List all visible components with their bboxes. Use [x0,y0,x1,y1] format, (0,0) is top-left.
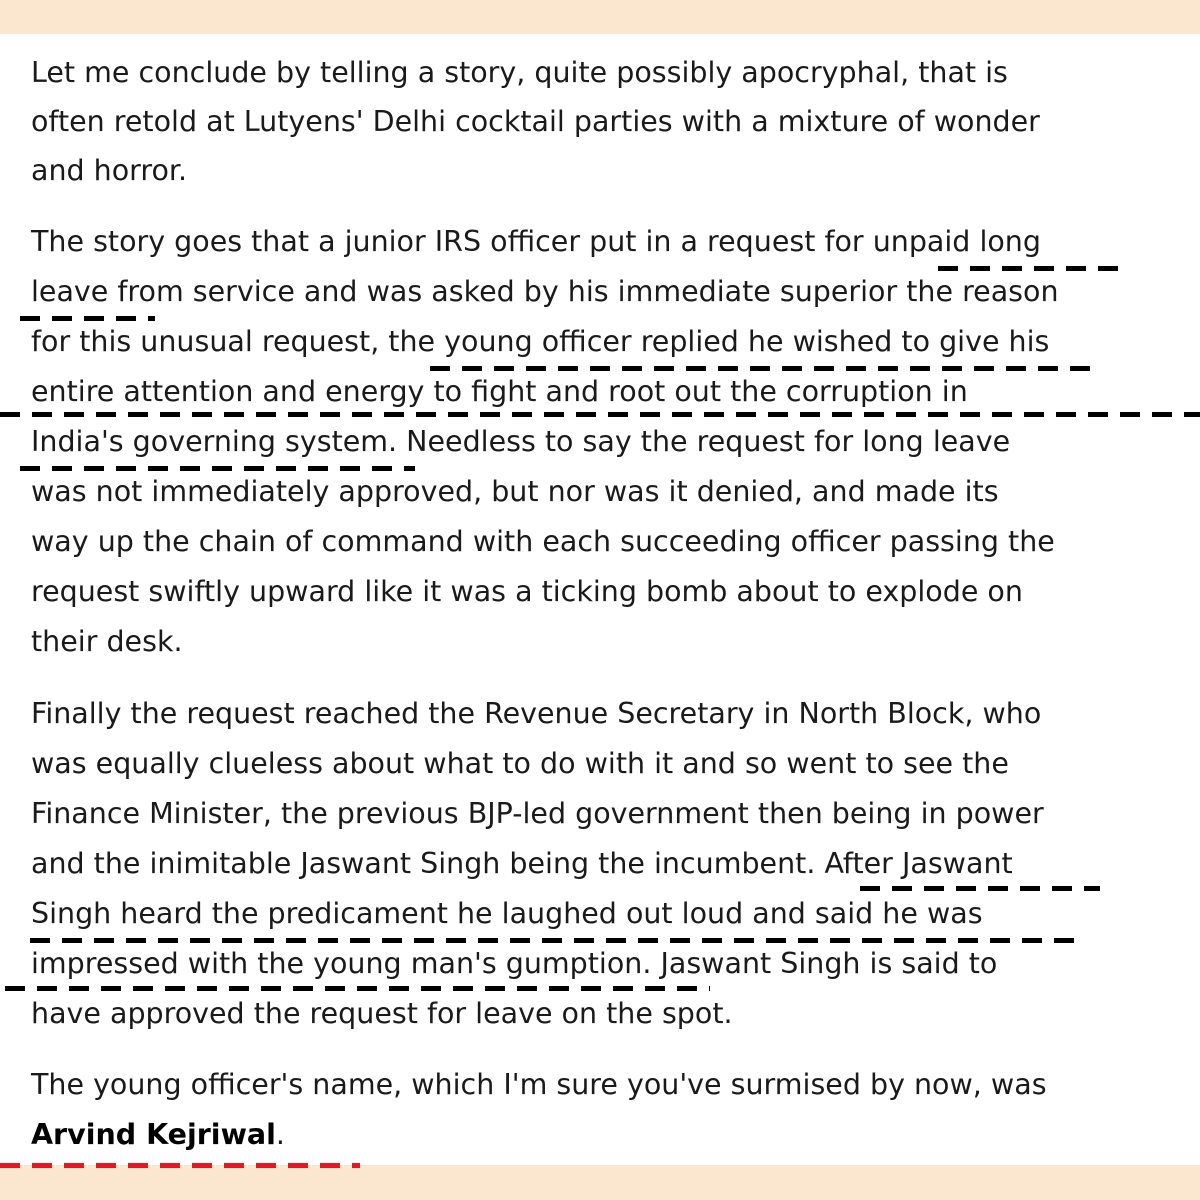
dashed-underline [938,266,1118,271]
text-line: and horror. [31,154,188,187]
dashed-underline [20,316,155,321]
dashed-underline [430,366,1100,371]
bottom-border-band [0,1165,1200,1200]
text-line: impressed with the young man's gumption. Jaswant Singh is said to [31,947,998,980]
text-line: for this unusual request, the young officer replied he wished to give his [31,325,1050,358]
text-line: way up the chain of command with each succeeding officer passing the [31,525,1055,558]
text-line: often retold at Lutyens' Delhi cocktail parties with a mixture of wonder [31,105,1040,138]
dashed-underline [0,412,1200,417]
text-line: Finance Minister, the previous BJP-led government then being in power [31,797,1044,830]
text-line: Singh heard the predicament he laughed out loud and said he was [31,897,983,930]
text-line: their desk. [31,625,183,658]
text-line: The story goes that a junior IRS officer put in a request for unpaid long [31,225,1041,258]
red-dashed-underline [0,1163,360,1168]
text-line: and the inimitable Jaswant Singh being the incumbent. After Jaswant [31,847,1013,880]
text-line: Finally the request reached the Revenue Secretary in North Block, who [31,697,1042,730]
text-line: Let me conclude by telling a story, quite possibly apocryphal, that is [31,56,1008,89]
dashed-underline [5,986,710,991]
sentence-period: . [275,1118,285,1151]
text-line: request swiftly upward like it was a ticking bomb about to explode on [31,575,1023,608]
text-line: entire attention and energy to fight and root out the corruption in [31,375,968,408]
dashed-underline [20,466,415,471]
text-line: India's governing system. Needless to say the request for long leave [31,425,1011,458]
text-line: was equally clueless about what to do with it and so went to see the [31,747,1009,780]
dashed-underline [860,886,1100,891]
text-line-name [31,1115,285,1155]
top-border-band [0,0,1200,34]
dashed-underline [30,938,1080,943]
highlighted-name: Arvind Kejriwal [31,1118,276,1151]
text-line: was not immediately approved, but nor was it denied, and made its [31,475,999,508]
text-line: The young officer's name, which I'm sure you've surmised by now, was [31,1068,1047,1101]
text-line: have approved the request for leave on the spot. [31,997,733,1030]
text-line: leave from service and was asked by his immediate superior the reason [31,275,1059,308]
